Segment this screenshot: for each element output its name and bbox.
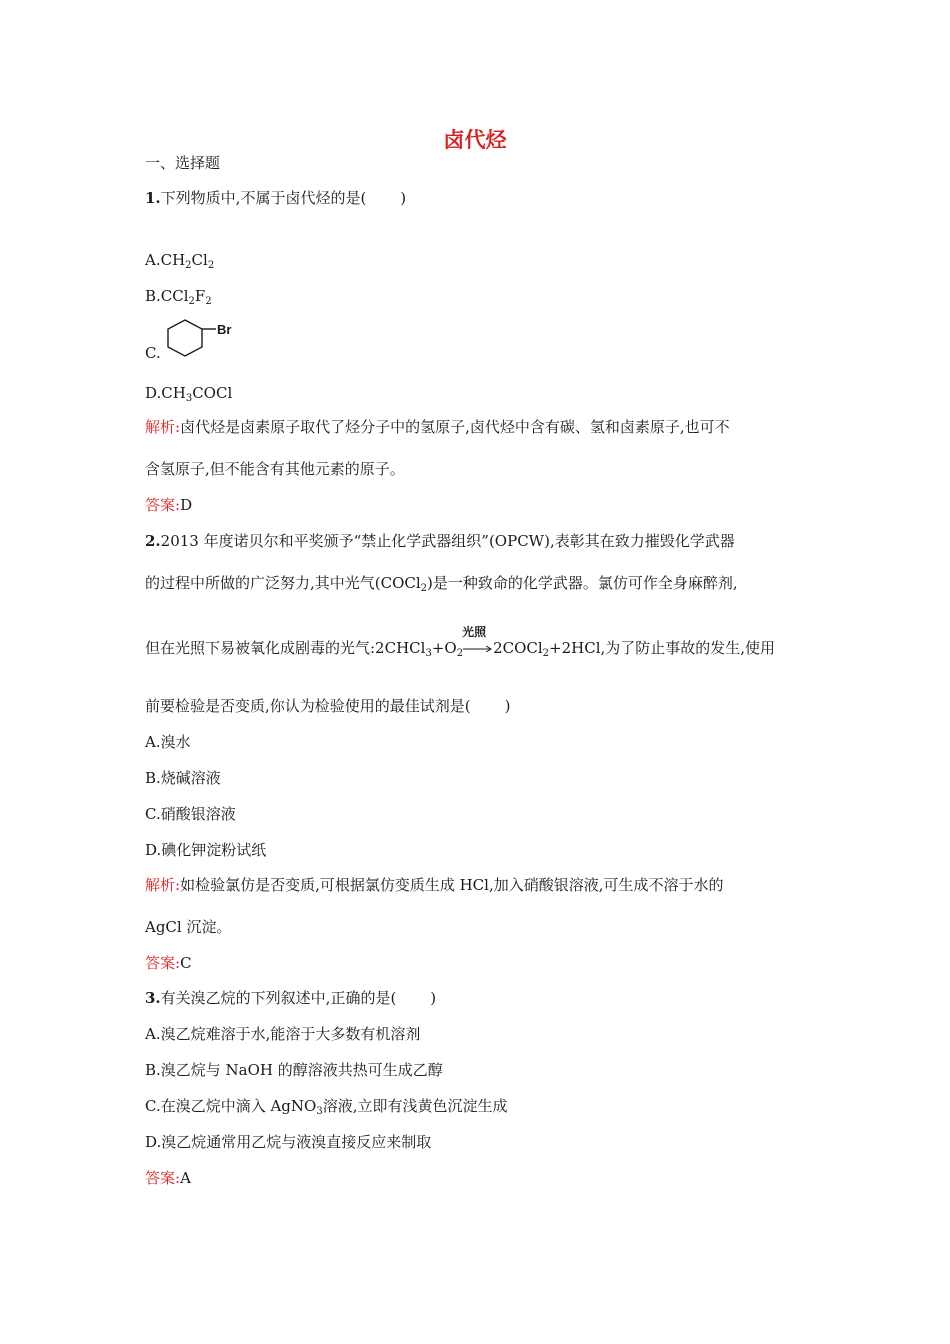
stem-text: +O <box>431 639 457 657</box>
subscript: 2 <box>205 296 212 307</box>
stem-text: 2COCl <box>493 639 543 657</box>
option-text: C.在溴乙烷中滴入 AgNO <box>145 1097 317 1115</box>
q1-option-c-label: C. <box>145 344 161 362</box>
question-2-line-1 <box>145 531 735 551</box>
q2-option-a: A.溴水 <box>145 733 191 751</box>
q1-option-a <box>145 250 214 270</box>
q2-analysis-line-2: AgCl 沉淀。 <box>145 918 232 936</box>
section-heading: 一、选择题 <box>145 154 221 172</box>
answer-label: 答案: <box>145 496 181 514</box>
right-arrow-icon <box>463 646 493 652</box>
q1-answer <box>145 495 192 515</box>
bromine-label: Br <box>217 322 232 337</box>
stem-close: ) <box>430 989 437 1007</box>
analysis-label: 解析: <box>145 418 181 436</box>
option-text: A.CH <box>145 251 186 269</box>
q3-answer <box>145 1168 191 1188</box>
q2-option-d: D.碘化钾淀粉试纸 <box>145 841 267 859</box>
question-number: 1. <box>145 189 161 207</box>
question-number: 2. <box>145 532 161 550</box>
stem-text: )是一种致命的化学武器。氯仿可作全身麻醉剂, <box>427 574 738 592</box>
q3-option-d: D.溴乙烷通常用乙烷与液溴直接反应来制取 <box>145 1133 432 1151</box>
question-number: 3. <box>145 989 161 1007</box>
subscript: 2 <box>207 260 215 271</box>
question-2-line-4 <box>145 696 510 716</box>
option-text: Cl <box>191 251 208 269</box>
q1-analysis-line-2: 含氢原子,但不能含有其他元素的原子。 <box>145 460 405 478</box>
option-text: COCl <box>192 384 233 402</box>
reaction-condition: 光照 <box>462 625 487 639</box>
q2-analysis-line-1 <box>145 875 724 895</box>
stem-text: 有关溴乙烷的下列叙述中,正确的是( <box>160 989 397 1007</box>
answer-value: D <box>180 496 193 514</box>
q3-option-b: B.溴乙烷与 NaOH 的醇溶液共热可生成乙醇 <box>145 1061 443 1079</box>
reaction-arrow <box>462 625 493 658</box>
question-2-line-3 <box>145 625 776 659</box>
q1-option-b <box>145 286 212 306</box>
page-title: 卤代烃 <box>443 127 507 152</box>
answer-label: 答案: <box>145 1169 181 1187</box>
answer-value: C <box>180 954 192 972</box>
subscript: 2 <box>456 648 464 659</box>
subscript: 2 <box>185 260 192 271</box>
stem-text: 下列物质中,不属于卤代烃的是( <box>160 189 367 207</box>
analysis-label: 解析: <box>145 876 181 894</box>
analysis-text: 如检验氯仿是否变质,可根据氯仿变质生成 HCl,加入硝酸银溶液,可生成不溶于水的 <box>180 876 724 894</box>
cyclohexyl-bromide-structure <box>165 318 245 358</box>
q2-option-c: C.硝酸银溶液 <box>145 805 236 823</box>
stem-text: 2013 年度诺贝尔和平奖颁予“禁止化学武器组织”(OPCW),表彰其在致力摧毁化学武器 <box>160 532 735 550</box>
stem-text: 的过程中所做的广泛努力,其中光气(COCl <box>145 574 421 592</box>
option-text: B.CCl <box>145 287 189 305</box>
stem-close: ) <box>400 189 407 207</box>
option-text: 溶液,立即有浅黄色沉淀生成 <box>322 1097 508 1115</box>
subscript: 2 <box>420 583 428 594</box>
question-2-line-2 <box>145 573 738 593</box>
subscript: 3 <box>185 393 193 404</box>
stem-text: +2HCl,为了防止事故的发生,使用 <box>549 639 776 657</box>
subscript: 2 <box>542 648 550 659</box>
stem-text: 前要检验是否变质,你认为检验使用的最佳试剂是( <box>145 697 471 715</box>
subscript: 2 <box>188 296 195 307</box>
q2-answer <box>145 953 192 973</box>
question-1-stem <box>145 188 406 208</box>
cyclohexane-ring-icon <box>165 318 245 358</box>
q2-option-b: B.烧碱溶液 <box>145 769 221 787</box>
option-text: F <box>194 287 206 305</box>
question-3-stem <box>145 988 436 1008</box>
q1-analysis-line-1 <box>145 417 730 437</box>
answer-label: 答案: <box>145 954 181 972</box>
q3-option-a: A.溴乙烷难溶于水,能溶于大多数有机溶剂 <box>145 1025 421 1043</box>
answer-value: A <box>180 1169 191 1187</box>
subscript: 3 <box>316 1106 323 1117</box>
q1-option-d <box>145 383 232 403</box>
subscript: 3 <box>425 648 432 659</box>
stem-close: ) <box>504 697 511 715</box>
q3-option-c <box>145 1096 508 1116</box>
analysis-text: 卤代烃是卤素原子取代了烃分子中的氢原子,卤代烃中含有碳、氢和卤素原子,也可不 <box>180 418 730 436</box>
stem-text: 但在光照下易被氧化成剧毒的光气:2CHCl <box>145 639 426 657</box>
option-text: D.CH <box>145 384 186 402</box>
